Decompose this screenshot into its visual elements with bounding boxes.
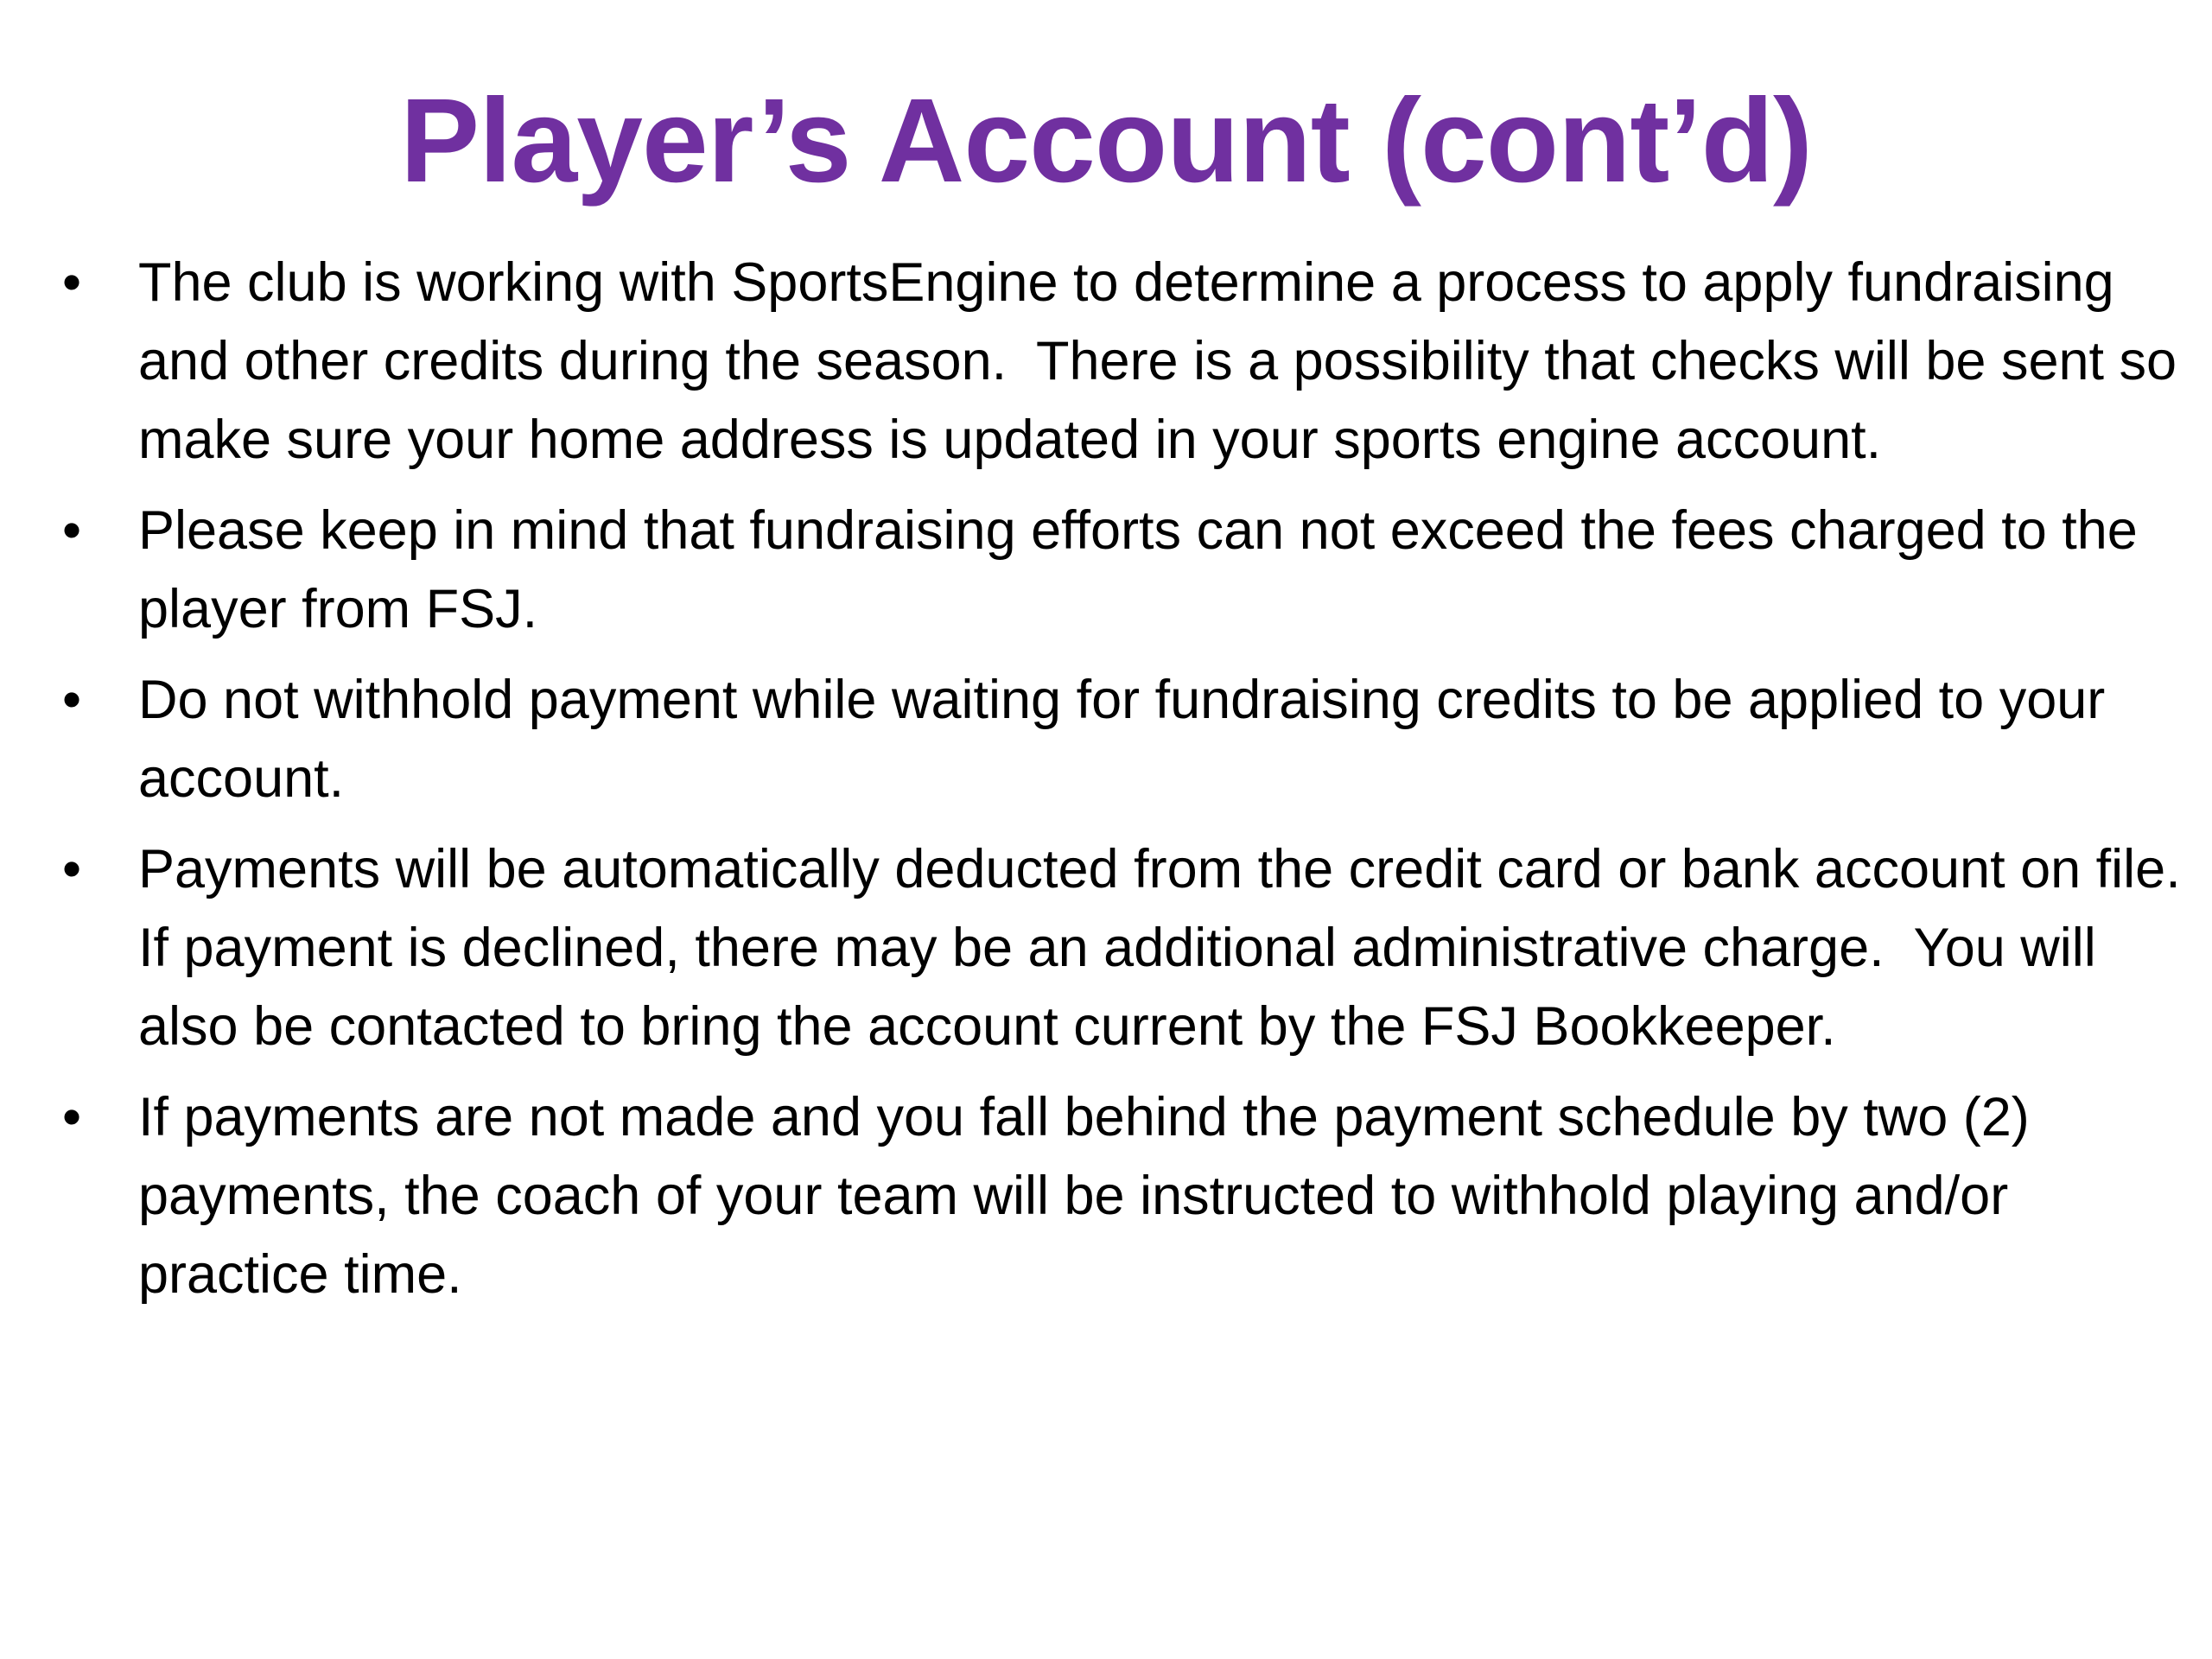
- bullet-item: [52, 244, 2192, 480]
- bullet-item: [52, 661, 2186, 818]
- bullet-text: Do not withhold payment while waiting for fundraising credits to be applied to your account.: [138, 670, 2120, 809]
- slide-title: Player’s Account (cont’d): [400, 74, 1812, 207]
- bullet-item: [52, 492, 2186, 649]
- bullet-list: [52, 244, 2211, 1326]
- bullet-icon: •: [62, 252, 82, 313]
- bullet-text: Payments will be automatically deducted from the credit card or bank account on file. If payment is declined, there may be an additional administrative charge. You will also be contacted to bring the account current by the FSJ Bookkeeper.: [138, 839, 2211, 1057]
- bullet-item: [52, 1078, 2186, 1314]
- bullet-text: If payments are not made and you fall behind the payment schedule by two (2) payments, the coach of your team will be instructed to withhold playing and/or practice time.: [138, 1087, 2045, 1305]
- bullet-icon: •: [62, 500, 82, 561]
- bullet-item: [52, 830, 2211, 1066]
- bullet-text: The club is working with SportsEngine to determine a process to apply fundraising and other credits during the season. There is a possibility that checks will be sent so make sure your home address is updated in your sports engine account.: [138, 252, 2192, 470]
- bullet-icon: •: [62, 670, 82, 730]
- bullet-icon: •: [62, 1087, 82, 1147]
- bullet-text: Please keep in mind that fundraising efforts can not exceed the fees charged to the player from FSJ.: [138, 500, 2153, 639]
- bullet-icon: •: [62, 839, 82, 899]
